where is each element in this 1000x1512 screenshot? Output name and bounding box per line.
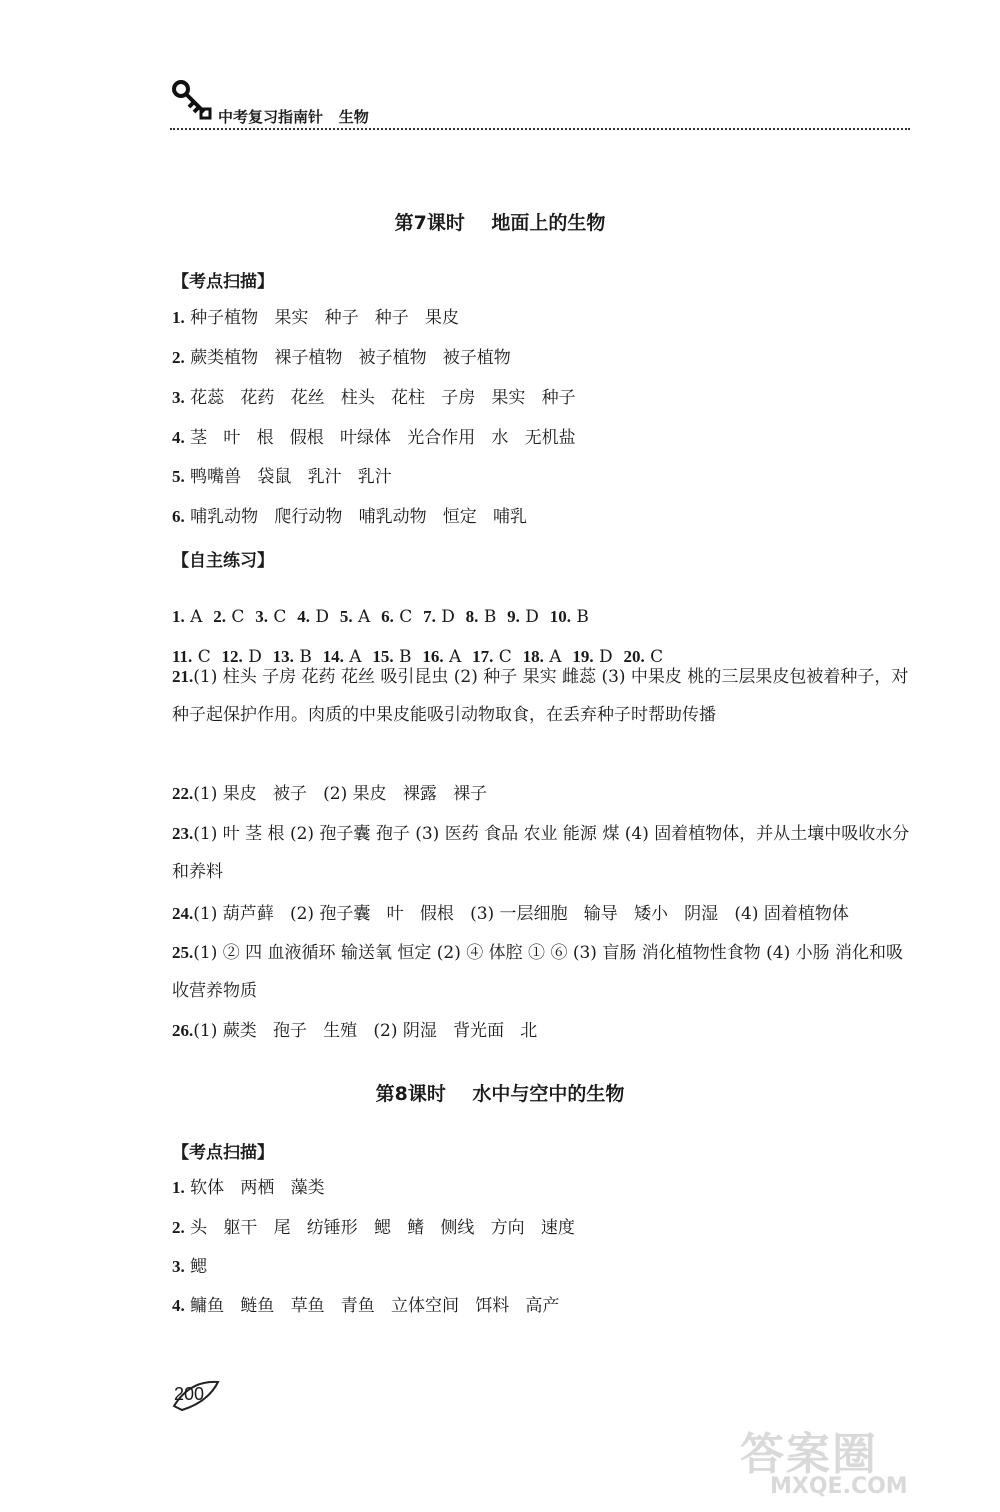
- mc-answer: D: [598, 647, 613, 667]
- item-number: 23.: [172, 824, 194, 843]
- item-text: 蕨类植物 裸子植物 被子植物 被子植物: [190, 348, 511, 368]
- mc-num: 16.: [422, 647, 444, 666]
- mc-num: 10.: [549, 607, 571, 626]
- item-number: 22.: [172, 784, 194, 803]
- item-text: 哺乳动物 爬行动物 哺乳动物 恒定 哺乳: [190, 507, 528, 527]
- lesson7-kd-3: [172, 388, 576, 408]
- item-number: 2.: [172, 348, 185, 367]
- item-text: (1) 叶 茎 根 (2) 孢子囊 孢子 (3) 医药 食品 农业 能源 煤 (4) 固着植物体，并从土壤中吸收水分和养料: [172, 824, 910, 882]
- item-text: (1) 柱头 子房 花药 花丝 吸引昆虫 (2) 种子 果实 雌蕊 (3) 中果皮 桃的三层果皮包被着种子，对种子起保护作用。肉质的中果皮能吸引动物取食，在丢弃种子时帮助传播: [172, 667, 909, 725]
- mc-num: 19.: [572, 647, 594, 666]
- mc-num: 1.: [172, 607, 185, 626]
- lesson7-kd-5: [172, 467, 392, 487]
- mc-answer: B: [483, 607, 497, 627]
- item-number: 3.: [172, 1257, 185, 1276]
- lesson7-kd-2: [172, 348, 511, 368]
- page-number: [170, 1376, 224, 1416]
- item-number: 4.: [172, 428, 185, 447]
- mc-answer: C: [231, 607, 245, 627]
- mc-answer: C: [197, 647, 211, 667]
- item-text: 软体 两栖 藻类: [190, 1178, 325, 1198]
- item-text: 鳃: [190, 1257, 208, 1277]
- q26-answer: [172, 1021, 537, 1041]
- mc-answer: A: [357, 607, 371, 627]
- mc-answer: C: [273, 607, 287, 627]
- item-text: 茎 叶 根 假根 叶绿体 光合作用 水 无机盐: [190, 428, 576, 448]
- item-number: 4.: [172, 1296, 185, 1315]
- item-text: 鳙鱼 鲢鱼 草鱼 青鱼 立体空间 饵料 高产: [190, 1296, 560, 1316]
- lesson8-kd-4: [172, 1296, 559, 1316]
- item-text: (1) 果皮 被子 (2) 果皮 裸露 裸子: [193, 784, 488, 804]
- mc-answer: A: [449, 647, 462, 667]
- mc-num: 17.: [472, 647, 494, 666]
- mc-num: 8.: [465, 607, 479, 626]
- watermark: [700, 1418, 990, 1508]
- item-number: 6.: [172, 507, 185, 526]
- watermark-text: 答案圈: [740, 1429, 878, 1480]
- lesson7-section-kaodian: 【考点扫描】: [172, 272, 274, 292]
- mc-num: 20.: [623, 647, 645, 666]
- key-icon: [170, 78, 214, 122]
- item-number: 24.: [172, 904, 194, 923]
- watermark-url: MXQE.COM: [770, 1474, 908, 1499]
- lesson8-kd-1: [172, 1178, 325, 1198]
- mc-num: 14.: [322, 647, 344, 666]
- mc-num: 11.: [172, 647, 193, 666]
- lesson8-kd-2: [172, 1218, 575, 1238]
- item-number: 26.: [172, 1021, 194, 1040]
- lesson8-kd-3: [172, 1257, 207, 1277]
- q24-answer: [172, 904, 849, 924]
- item-number: 1.: [172, 308, 185, 327]
- item-text: 种子植物 果实 种子 种子 果皮: [190, 308, 460, 328]
- item-text: (1) 蕨类 孢子 生殖 (2) 阴湿 背光面 北: [193, 1021, 538, 1041]
- mc-num: 18.: [522, 647, 544, 666]
- mc-answers-row1: [172, 587, 589, 627]
- item-text: 花蕊 花药 花丝 柱头 花柱 子房 果实 种子: [190, 388, 576, 408]
- mc-num: 12.: [221, 647, 243, 666]
- mc-answer: C: [399, 607, 413, 627]
- mc-answer: D: [248, 647, 262, 667]
- mc-num: 5.: [339, 607, 353, 626]
- mc-answer: A: [349, 647, 362, 667]
- item-number: 1.: [172, 1178, 185, 1197]
- item-text: (1) ② 四 血液循环 输送氧 恒定 (2) ④ 体腔 ① ⑥ (3) 盲肠 消化植物性食物 (4) 小肠 消化和吸收营养物质: [172, 943, 904, 1001]
- mc-num: 7.: [423, 607, 436, 626]
- item-number: 3.: [172, 388, 185, 407]
- mc-answer: A: [190, 607, 203, 627]
- mc-answer: B: [399, 647, 412, 667]
- mc-answer: C: [498, 647, 512, 667]
- mc-num: 4.: [297, 607, 310, 626]
- header-title: [218, 106, 369, 127]
- lesson7-section-zizhu: 【自主练习】: [172, 551, 274, 571]
- mc-answer: B: [576, 607, 589, 627]
- mc-answer: B: [299, 647, 312, 667]
- mc-num: 3.: [255, 607, 268, 626]
- mc-answer: D: [525, 607, 539, 627]
- mc-num: 6.: [381, 607, 394, 626]
- page-header: [170, 76, 910, 130]
- q25-answer: [172, 934, 912, 1010]
- lesson7-kd-1: [172, 308, 459, 328]
- header-divider: [170, 128, 910, 130]
- mc-answer: A: [549, 647, 562, 667]
- mc-num: 2.: [213, 607, 226, 626]
- item-text: 鸭嘴兽 袋鼠 乳汁 乳汁: [190, 467, 392, 487]
- subject-label: 生物: [338, 108, 369, 126]
- item-number: 21.: [172, 667, 194, 686]
- item-number: 2.: [172, 1218, 185, 1237]
- q23-answer: [172, 815, 912, 891]
- mc-answer: D: [441, 607, 455, 627]
- book-title: 中考复习指南针: [218, 108, 324, 126]
- mc-num: 15.: [372, 647, 394, 666]
- mc-num: 13.: [272, 647, 294, 666]
- mc-num: 9.: [507, 607, 520, 626]
- lesson8-section-kaodian: 【考点扫描】: [172, 1143, 274, 1163]
- q22-answer: [172, 784, 487, 804]
- item-text: 头 躯干 尾 纺锤形 鳃 鳍 侧线 方向 速度: [190, 1218, 575, 1238]
- item-number: 25.: [172, 943, 194, 962]
- page-number-text: 200: [174, 1384, 205, 1404]
- mc-answer: C: [650, 647, 664, 667]
- lesson7-kd-4: [172, 428, 576, 448]
- q21-answer: [172, 658, 912, 734]
- lesson7-kd-6: [172, 507, 527, 527]
- item-text: (1) 葫芦藓 (2) 孢子囊 叶 假根 (3) 一层细胞 输导 矮小 阴湿 (4) 固着植物体: [193, 904, 849, 924]
- item-number: 5.: [172, 467, 185, 486]
- mc-answer: D: [315, 607, 330, 627]
- lesson7-title: 第7课时 地面上的生物: [394, 212, 606, 234]
- lesson8-title: 第8课时 水中与空中的生物: [375, 1083, 625, 1105]
